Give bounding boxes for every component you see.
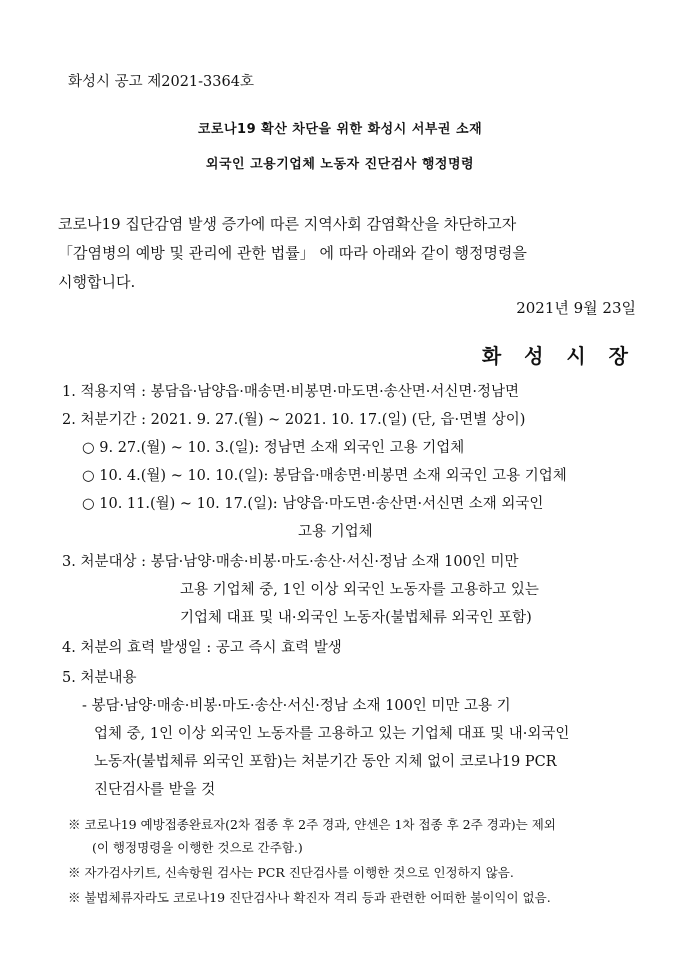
note-vaccinated: ※ 코로나19 예방접종완료자(2차 접종 후 2주 경과, 얀센은 1차 접종 후 2주 경과)는 제외 [68, 817, 556, 832]
item-area: 1. 적용지역 : 봉담읍·남양읍·매송면·비봉면·마도면·송산면·서신면·정남면 [62, 384, 520, 400]
content-line: 노동자(불법체류 외국인 포함)는 처분기간 동안 지체 없이 코로나19 PCR [94, 754, 557, 770]
content-line: 업체 중, 1인 이상 외국인 노동자를 고용하고 있는 기업체 대표 및 내·외국인 [94, 726, 570, 742]
issuer: 화 성 시 장 [481, 344, 636, 368]
intro-line-2: 「감염병의 예방 및 관리에 관한 법률」 에 따라 아래와 같이 행정명령을 [58, 244, 527, 262]
title-line-2: 외국인 고용기업체 노동자 진단검사 행정명령 [205, 157, 475, 172]
item-content-header: 5. 처분내용 [62, 670, 137, 686]
note-illegal-stay: ※ 불법체류자라도 코로나19 진단검사나 확진자 격리 등과 관련한 어떠한 불이익이 없음. [68, 890, 551, 905]
notice-number: 화성시 공고 제2021-3364호 [68, 74, 254, 90]
intro-line-1: 코로나19 집단감염 발생 증가에 따른 지역사회 감염확산을 차단하고자 [58, 215, 517, 233]
item-period: 2. 처분기간 : 2021. 9. 27.(월) ~ 2021. 10. 17.(일) (단, 읍·면별 상이) [62, 412, 526, 428]
item-target: 3. 처분대상 : 봉담·남양·매송·비봉·마도·송산·서신·정남 소재 100인 미만 [62, 554, 519, 570]
item-effective: 4. 처분의 효력 발생일 : 공고 즉시 효력 발생 [62, 640, 342, 656]
item-target-continuation: 기업체 대표 및 내·외국인 노동자(불법체류 외국인 포함) [180, 610, 532, 626]
note-vaccinated-continuation: (이 행정명령을 이행한 것으로 간주함.) [92, 840, 303, 855]
schedule-item: ○ 10. 4.(월) ~ 10. 10.(일): 봉담읍·매송면·비봉면 소재 외국인 고용 기업체 [82, 468, 567, 484]
schedule-item-continuation: 고용 기업체 [298, 524, 373, 540]
content-line: 진단검사를 받을 것 [94, 782, 216, 798]
notice-date: 2021년 9월 23일 [516, 299, 636, 317]
title-line-1: 코로나19 확산 차단을 위한 화성시 서부권 소재 [197, 122, 483, 137]
content-line: - 봉담·남양·매송·비봉·마도·송산·서신·정남 소재 100인 미만 고용 기 [82, 698, 511, 714]
schedule-item: ○ 10. 11.(월) ~ 10. 17.(일): 남양읍·마도면·송산면·서신면 소재 외국인 [82, 496, 544, 512]
item-target-continuation: 고용 기업체 중, 1인 이상 외국인 노동자를 고용하고 있는 [180, 582, 539, 598]
note-self-test: ※ 자가검사키트, 신속항원 검사는 PCR 진단검사를 이행한 것으로 인정하지 않음. [68, 865, 514, 880]
schedule-item: ○ 9. 27.(월) ~ 10. 3.(일): 정남면 소재 외국인 고용 기업체 [82, 440, 465, 456]
intro-line-3: 시행합니다. [58, 273, 136, 291]
